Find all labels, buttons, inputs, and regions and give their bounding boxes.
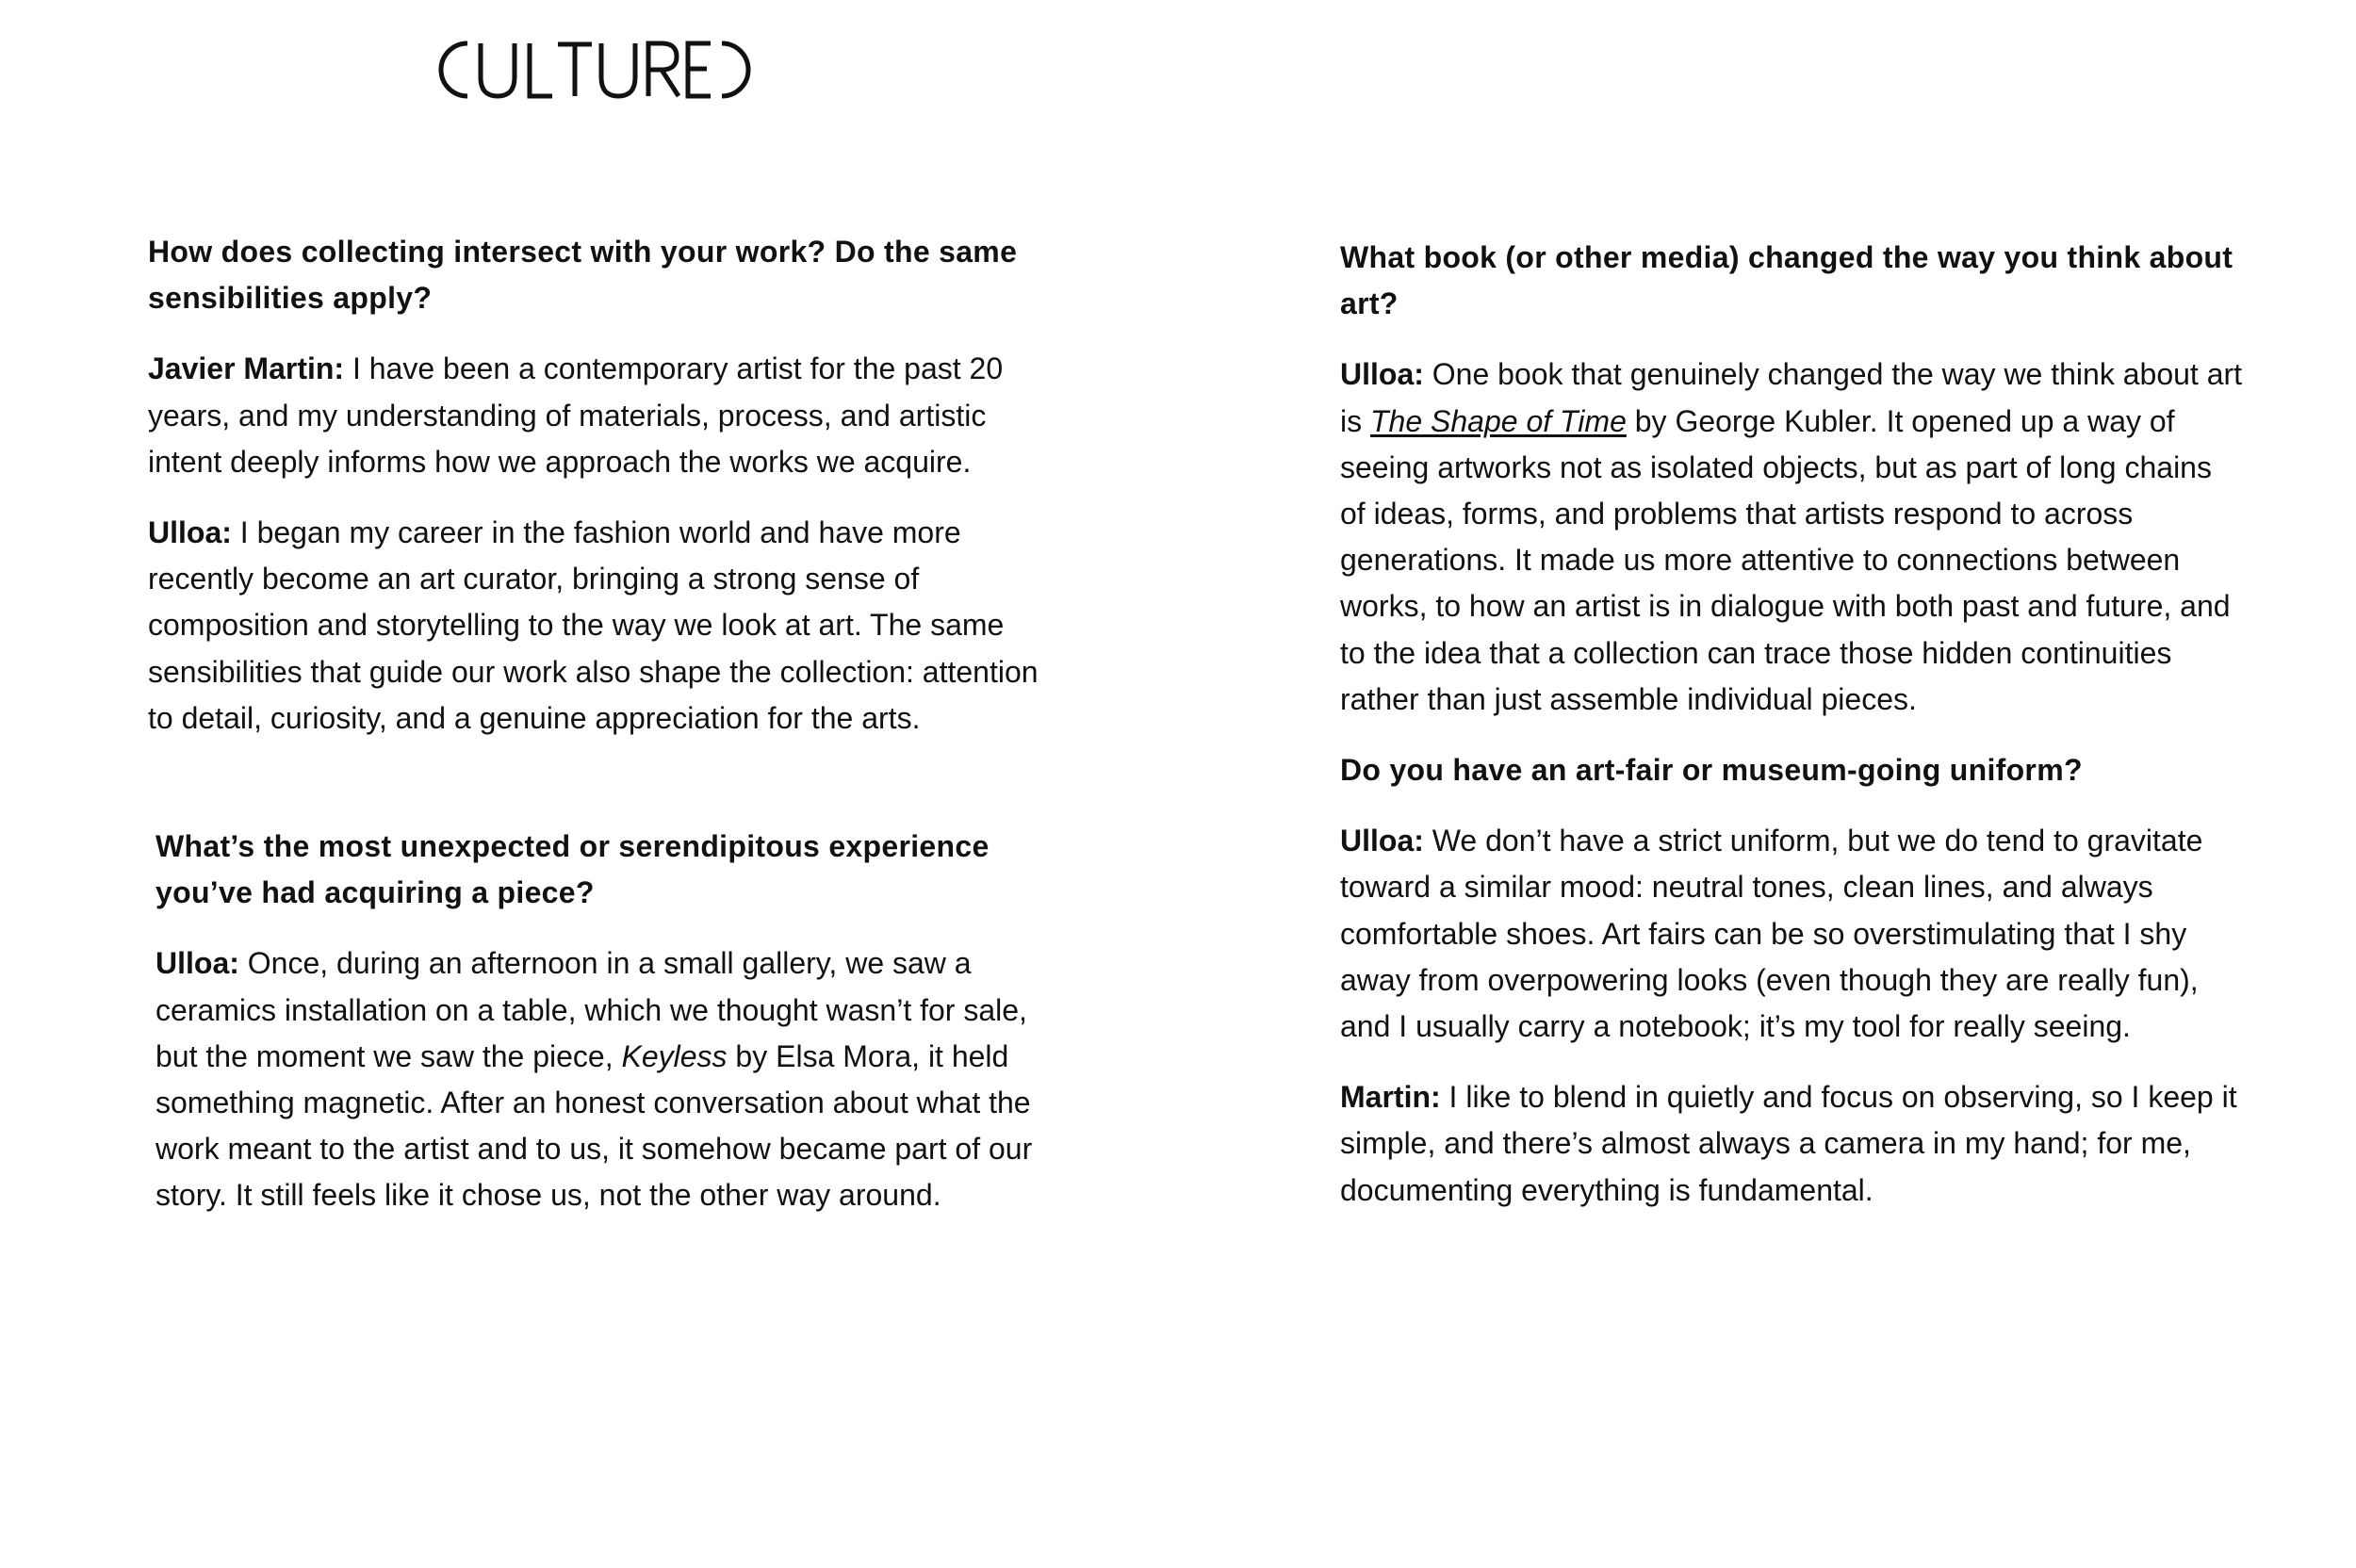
cultured-logo [432,36,754,104]
left-column-bottom [155,824,1051,1244]
answer-text: We don’t have a strict uniform, but we do tend to gravitate toward a similar mood: neutral tones, clean lines, and always comfortable shoes. Art fairs can be so overstimulating that I shy away from overpowering looks (even though they are really fun), and I usually carry a notebook; it’s my tool for really seeing. [1340,824,2203,1044]
question-uniform: Do you have an art-fair or museum-going uniform? [1340,753,2083,788]
question-book: What book (or other media) changed the way you think about art? [1340,240,2233,321]
speaker-name: Ulloa: [148,515,232,550]
right-column [1340,235,2245,1238]
question-collecting: How does collecting intersect with your work? Do the same sensibilities apply? [148,235,1018,316]
book-title-link[interactable]: The Shape of Time [1370,403,1627,438]
speaker-name: Martin: [1340,1080,1441,1115]
speaker-name: Ulloa: [1340,357,1424,392]
answer-ulloa-book [1340,351,2245,723]
answer-martin-collecting [148,346,1053,485]
speaker-name: Ulloa: [1340,824,1424,858]
answer-text: I like to blend in quietly and focus on observing, so I keep it simple, and there’s almost always a camera in my hand; for me, documenting everything is fundamental. [1340,1080,2237,1207]
question-serendipitous: What’s the most unexpected or serendipitous experience you’ve had acquiring a piece? [155,829,990,910]
artwork-title: Keyless [621,1038,728,1073]
answer-text: I began my career in the fashion world and have more recently become an art curator, bringing a strong sense of composition and storytelling to the way we look at art. The same sensibilities that guide our work also shape the collection: attention to detail, curiosity, and a genuine appreciation for the arts. [148,515,1039,735]
speaker-name: Ulloa: [155,946,239,981]
answer-text: by George Kubler. It opened up a way of seeing artworks not as isolated objects, but as part of long chains of ideas, forms, and problems that artists respond to across generations. It made us more attentive to connections between works, to how an artist is in dialogue with both past and future, and to the idea that a collection can trace those hidden continuities rather than just assemble individual pieces. [1340,403,2231,716]
answer-ulloa-serendipitous [155,940,1051,1218]
answer-martin-uniform [1340,1074,2245,1214]
answer-ulloa-uniform [1340,818,2245,1050]
answer-ulloa-collecting [148,510,1053,742]
speaker-name: Javier Martin: [148,351,345,386]
answer-text: One book that genuinely changed the way we think about art is [1340,357,2243,438]
answer-text: I have been a contemporary artist for the past 20 years, and my understanding of materials, process, and artistic intent deeply informs how we approach the works we acquire. [148,351,1004,479]
answer-text: by Elsa Mora, it held something magnetic. After an honest conversation about what the work meant to the artist and to us, it somehow became part of our story. It still feels like it chose us, not the other way around. [155,1038,1033,1213]
answer-text: Once, during an afternoon in a small gallery, we saw a ceramics installation on a table, which we thought wasn’t for sale, but the moment we saw the piece, [155,946,1027,1073]
left-column-top [148,229,1053,766]
